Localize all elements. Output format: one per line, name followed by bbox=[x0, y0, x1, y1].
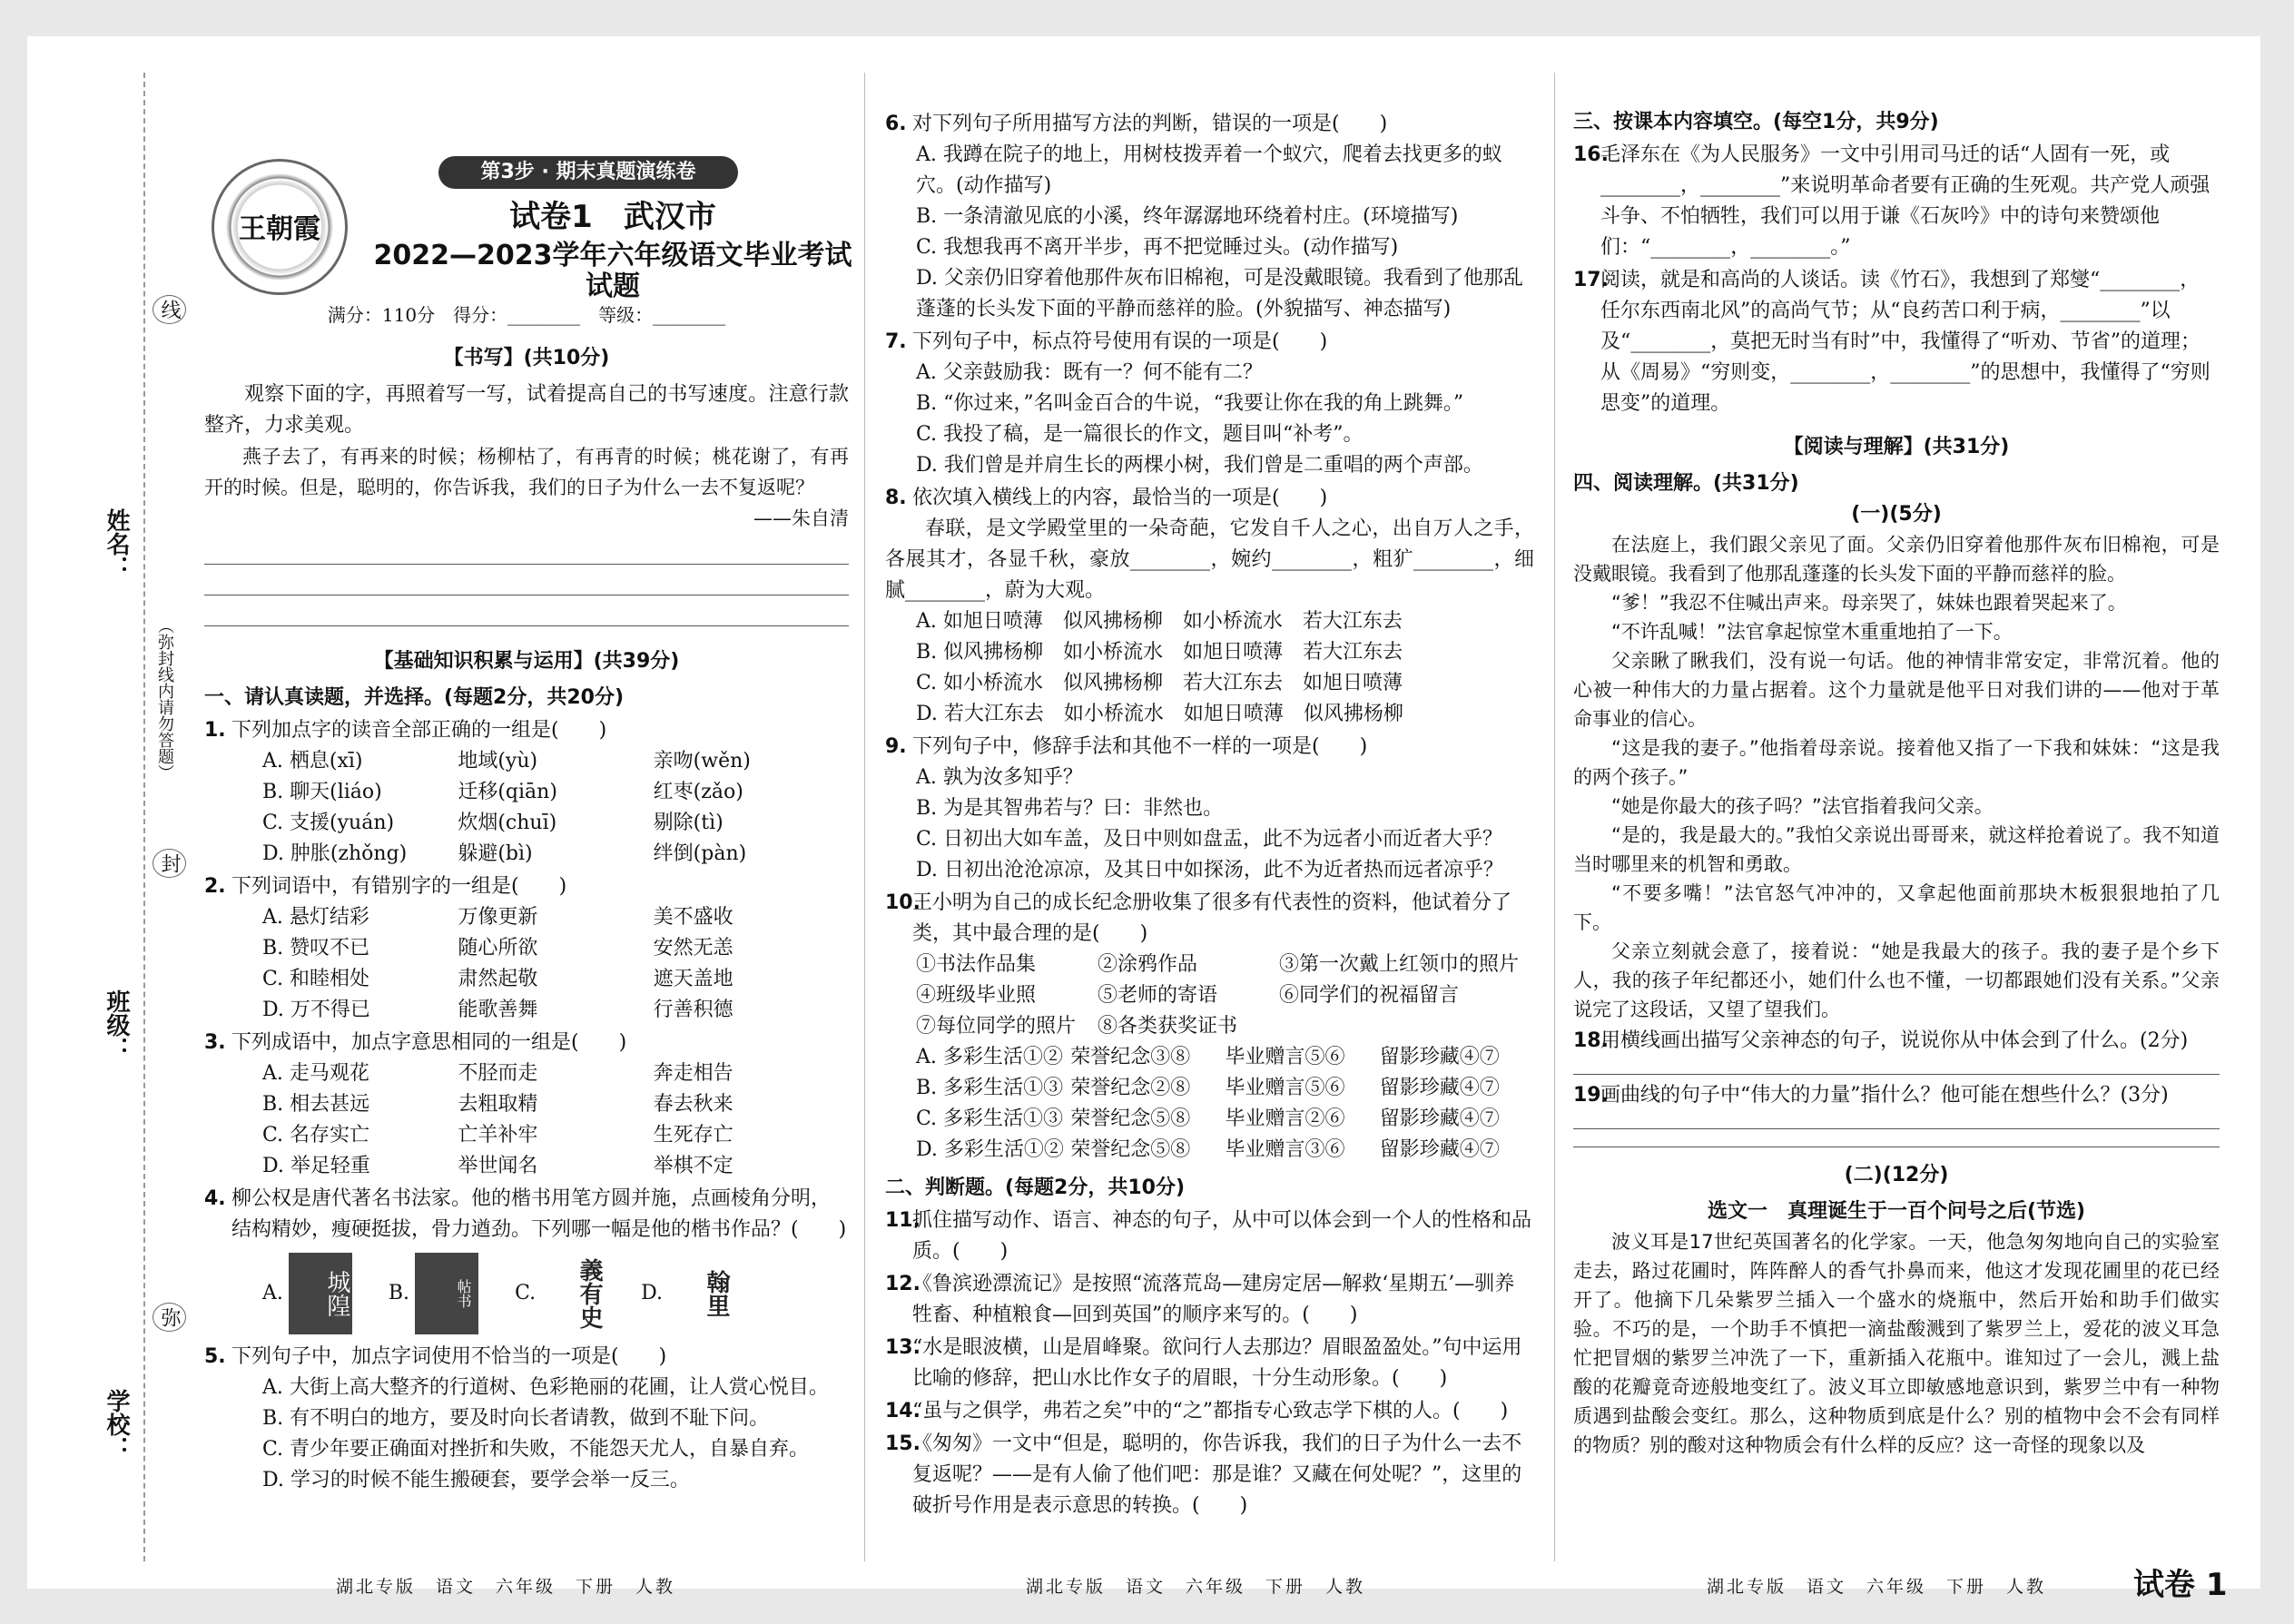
writing-line[interactable] bbox=[204, 601, 849, 626]
class-label: 班级： bbox=[103, 989, 130, 1060]
option[interactable]: D. 父亲仍旧穿着他那件灰布旧棉袍，可是没戴眼镜。我看到了他那乱蓬蓬的长头发下面的平静而慈祥的脸。(外貌描写、神态描写) bbox=[916, 267, 1523, 320]
question-stem: 《匆匆》一文中“但是，聪明的，你告诉我，我们的日子为什么一去不复返呢？——是有人偷了他们吧：那是谁？又藏在何处呢？”，这里的破折号作用是表示意思的转换。( ) bbox=[912, 1432, 1522, 1517]
calligraphy-option-d[interactable]: D. 翰里 bbox=[641, 1253, 732, 1334]
question-stem: 依次填入横线上的内容，最恰当的一项是( ) bbox=[912, 487, 1328, 509]
option: 躲避(bì) bbox=[458, 842, 533, 865]
question-12: 12. 《鲁滨逊漂流记》是按照“流落荒岛—建房定居—解救‘星期五’—驯养牲畜、种植粮食—回到英国”的顺序来写的。( ) bbox=[885, 1269, 1534, 1331]
option: 红枣(zǎo) bbox=[653, 781, 743, 803]
option[interactable]: A. 栖息(xī) bbox=[262, 750, 363, 773]
question-10: 10. 王小明为自己的成长纪念册收集了很多有代表性的资料，他试着分了类，其中最合理的是( ) ①书法作品集 ②涂鸦作品 ③第一次戴上红领巾的照片 ④班级毕业照 ⑤老师的寄语 ⑥同学们的祝福留言 ⑦每位同学的照片 ⑧各类获奖证书 A. 多彩生活①② 荣誉纪念③⑧ 毕业赠言⑤⑥ 留影珍藏④⑦ B. 多彩生活①③ 荣誉纪念②⑧ 毕业赠言⑤⑥ 留影珍藏④⑦ C. 多彩生活①③ 荣誉纪念⑤⑧ 毕业赠言②⑥ 留影珍藏④⑦ D. 多彩生活①② 荣誉纪念⑤⑧ 毕业赠言③⑥ 留影珍藏④⑦ bbox=[885, 888, 1534, 1166]
footer-edition: 湖北专版 语文 六年级 下册 人教 bbox=[1026, 1577, 1366, 1597]
option[interactable]: B. 聊天(liáo) bbox=[262, 781, 382, 803]
text-1-paragraph: 波义耳是17世纪英国著名的化学家。一天，他急匆匆地向自己的实验室走去，路过花圃时，阵阵醉人的香气扑鼻而来，他这才发现花圃里的花已经开了。他摘下几朵紫罗兰插入一个盛水的烧瓶中，然后开始和助手们做实验。不巧的是，一个助手不慎把一滴盐酸溅到了紫罗兰上，爱花的波义耳急忙把冒烟的紫罗兰冲洗了一下，重新插入花瓶中。谁知过了一会儿，溅上盐酸的花瓣竟奇迹般地变红了。波义耳立即敏感地意识到，紫罗兰中有一种物质遇到盐酸会变红。那么，这种物质到底是什么？别的植物中会不会有同样的物质？别的酸对这种物质会有什么样的反应？这一奇怪的现象以及 bbox=[1573, 1231, 2220, 1456]
option: 荣誉纪念②⑧ bbox=[1070, 1077, 1191, 1099]
passage-paragraph: “不许乱喊！”法官拿起惊堂木重重地拍了一下。 bbox=[1611, 621, 2013, 643]
option[interactable]: C. 多彩生活①③ bbox=[916, 1107, 1064, 1130]
option[interactable]: D. 学习的时候不能生搬硬套，要学会举一反三。 bbox=[262, 1469, 690, 1491]
option[interactable]: D. 多彩生活①② bbox=[916, 1138, 1064, 1161]
passage-paragraph: “爹！”我忍不住喊出声来。母亲哭了，妹妹也跟着哭起来了。 bbox=[1611, 592, 2127, 614]
question-stem: 画曲线的句子中“伟大的力量”指什么？他可能在想些什么？(3分) bbox=[1600, 1084, 2169, 1107]
option: 万像更新 bbox=[458, 906, 538, 929]
question-stem[interactable]: 毛泽东在《为人民服务》一文中引用司马迁的话“人固有一死，或________，________”来说明革命者要有正确的生死观。共产党人顽强斗争、不怕牺牲，我们可以用于谦《石灰吟》中的诗句来赞颂他们：“________，________。” bbox=[1600, 143, 2210, 259]
answer-line[interactable] bbox=[1573, 1135, 2220, 1147]
material-item: ③第一次戴上红领巾的照片 bbox=[1279, 953, 1520, 976]
part-3-heading: 三、按课本内容填空。(每空1分，共9分) bbox=[1573, 111, 1939, 133]
writing-instruction: 观察下面的字，再照着写一写，试着提高自己的书写速度。注意行款整齐，力求美观。 bbox=[204, 383, 849, 437]
option[interactable]: C. 我想我再不离开半步，再不把觉睡过头。(动作描写) bbox=[916, 236, 1399, 259]
material-item: ⑤老师的寄语 bbox=[1098, 984, 1218, 1007]
question-18: 18. 用横线画出描写父亲神态的句子，说说你从中体会到了什么。(2分) bbox=[1573, 1026, 2220, 1057]
answer-line[interactable] bbox=[1573, 1117, 2220, 1129]
option[interactable]: D. 万不得已 bbox=[262, 999, 370, 1021]
reading-sub-2-title: (二)(12分) bbox=[1844, 1164, 1949, 1186]
column-1 bbox=[204, 109, 852, 1496]
column-divider bbox=[1554, 73, 1555, 1561]
question-stem: 下列加点字的读音全部正确的一组是( ) bbox=[231, 719, 607, 742]
option[interactable]: B. 有不明白的地方，要及时向长者请教，做到不耻下问。 bbox=[262, 1407, 770, 1430]
reading-passage-1 bbox=[1573, 530, 2220, 1024]
option[interactable]: D. 我们曾是并肩生长的两棵小树，我们曾是二重唱的两个声部。 bbox=[916, 454, 1483, 477]
option[interactable]: D. 日初出沧沧凉凉，及其日中如探汤，此不为近者热而远者凉乎？ bbox=[916, 859, 1503, 881]
question-17: 17. 阅读，就是和高尚的人谈话。读《竹石》，我想到了郑燮“________，任尔东西南北风”的高尚气节；从“良药苦口利于病，________”以及“________，莫把无时当有时”中，我懂得了“听劝、节省”的道理；从《周易》“穷则变，________，________”的思想中，我懂得了“穷则思变”的道理。 bbox=[1573, 265, 2220, 419]
question-7: 7. 下列句子中，标点符号使用有误的一项是( ) A. 父亲鼓励我：既有一？何不能有二？ B. “你过来，”名叫金百合的牛说，“我要让你在我的角上跳舞。” C. 我投了稿，是一篇很长的作文，题目叫“补考”。 D. 我们曾是并肩生长的两棵小树，我们曾是二重唱的两个声部。 bbox=[885, 327, 1534, 481]
option: 去粗取精 bbox=[458, 1093, 538, 1116]
option: 生死存亡 bbox=[653, 1124, 733, 1147]
options bbox=[912, 606, 1534, 730]
option[interactable]: A. 如旭日喷薄 似风拂杨柳 如小桥流水 若大江东去 bbox=[916, 610, 1403, 633]
question-stem: 下列句子中，修辞手法和其他不一样的一项是( ) bbox=[912, 735, 1368, 758]
column-2 bbox=[885, 107, 1534, 1521]
option: 举世闻名 bbox=[458, 1155, 538, 1177]
question-stem: 对下列句子所用描写方法的判断，错误的一项是( ) bbox=[912, 113, 1388, 135]
text-1-title: 选文一 真理诞生于一百个问号之后(节选) bbox=[1707, 1200, 2086, 1223]
option: 能歌善舞 bbox=[458, 999, 538, 1021]
option: 毕业赠言③⑥ bbox=[1225, 1138, 1345, 1161]
page-number: 试卷 1 bbox=[2133, 1567, 2228, 1603]
passage-paragraph: 在法庭上，我们跟父亲见了面。父亲仍旧穿着他那件灰布旧棉袍，可是没戴眼镜。我看到了他那乱蓬蓬的长头发下面的平静而慈祥的脸。 bbox=[1573, 534, 2220, 585]
option[interactable]: C. 我投了稿，是一篇很长的作文，题目叫“补考”。 bbox=[916, 423, 1364, 446]
reading-section-title: 【阅读与理解】(共31分) bbox=[1783, 436, 2010, 458]
option[interactable]: A. 大街上高大整齐的行道树、色彩艳丽的花圃，让人赏心悦目。 bbox=[262, 1376, 829, 1399]
part-1-heading: 一、请认真读题，并选择。(每题2分，共20分) bbox=[204, 686, 625, 709]
reading-sub-1-title: (一)(5分) bbox=[1851, 503, 1942, 526]
name-label: 姓名： bbox=[103, 508, 130, 579]
option[interactable]: D. 举足轻重 bbox=[262, 1155, 370, 1177]
option: 遮天盖地 bbox=[653, 968, 733, 990]
paper-title: 试卷1 武汉市 bbox=[509, 199, 716, 235]
option[interactable]: C. 如小桥流水 似风拂杨柳 若大江东去 如旭日喷薄 bbox=[916, 672, 1403, 694]
option: 毕业赠言⑤⑥ bbox=[1225, 1077, 1345, 1099]
option[interactable]: C. 日初出大如车盖，及日中则如盘盂，此不为远者小而近者大乎？ bbox=[916, 828, 1503, 851]
question-11: 11. 抓住描写动作、语言、神态的句子，从中可以体会到一个人的性格和品质。( ) bbox=[885, 1206, 1534, 1267]
writing-author: ——朱自清 bbox=[753, 507, 849, 529]
passage-paragraph: “这是我的妻子。”他指着母亲说。接着他又指了一下我和妹妹：“这是我的两个孩子。” bbox=[1573, 737, 2220, 788]
option: 地域(yù) bbox=[458, 750, 538, 773]
writing-line[interactable] bbox=[204, 539, 849, 565]
passage-paragraph: 父亲瞅了瞅我们，没有说一句话。他的神情非常安定，非常沉着。他的心被一种伟大的力量占据着。这个力量就是他平日对我们讲的——他对于革命事业的信心。 bbox=[1573, 650, 2220, 730]
option: 肃然起敬 bbox=[458, 968, 538, 990]
material-item: ④班级毕业照 bbox=[916, 984, 1037, 1007]
option[interactable]: A. 走马观花 bbox=[262, 1062, 369, 1085]
option: 荣誉纪念⑤⑧ bbox=[1070, 1107, 1191, 1130]
options bbox=[231, 902, 849, 1026]
seal-mark-xian: 线 bbox=[153, 295, 186, 324]
material-item: ②涂鸦作品 bbox=[1098, 953, 1198, 976]
options bbox=[912, 1042, 1534, 1166]
option: 行善积德 bbox=[653, 999, 733, 1021]
options bbox=[912, 358, 1534, 481]
question-stem: 用横线画出描写父亲神态的句子，说说你从中体会到了什么。(2分) bbox=[1600, 1029, 2189, 1052]
option[interactable]: B. 为是其智弗若与？曰：非然也。 bbox=[916, 797, 1224, 820]
seal-mark-feng: 封 bbox=[153, 849, 186, 878]
option[interactable]: B. 赞叹不已 bbox=[262, 937, 370, 960]
question-4: 4. 柳公权是唐代著名书法家。他的楷书用笔方圆并施，点画棱角分明，结构精妙，瘦硬挺拔，骨力遒劲。下列哪一幅是他的楷书作品？( ) A. 城隍 B. 帖书 C. 義有史 D. 翰里 bbox=[204, 1184, 849, 1334]
passage: 春联，是文学殿堂里的一朵奇葩，它发自千人之心，出自万人之手，各展其才，各显千秋，豪放________，婉约________，粗犷________，细腻________，蔚为大观。 bbox=[885, 517, 1534, 602]
material-list bbox=[912, 950, 1534, 1042]
option[interactable]: C. 支援(yuán) bbox=[262, 812, 395, 834]
option: 奔走相告 bbox=[653, 1062, 733, 1085]
question-stem: 下列句子中，标点符号使用有误的一项是( ) bbox=[912, 330, 1328, 353]
option[interactable]: B. 相去甚远 bbox=[262, 1093, 370, 1116]
calligraphy-option-b[interactable]: B. 帖书 bbox=[389, 1253, 478, 1334]
question-13: 13. “水是眼波横，山是眉峰聚。欲问行人去那边？眉眼盈盈处。”句中运用比喻的修辞，把山水比作女子的眉眼，十分生动形象。( ) bbox=[885, 1333, 1534, 1394]
seal-mark-mi: 弥 bbox=[153, 1303, 186, 1332]
option: 留影珍藏④⑦ bbox=[1379, 1046, 1500, 1068]
question-stem: 《鲁滨逊漂流记》是按照“流落荒岛—建房定居—解救‘星期五’—驯养牲畜、种植粮食—回到英国”的顺序来写的。( ) bbox=[912, 1273, 1515, 1326]
options bbox=[231, 1058, 849, 1182]
footer-edition: 湖北专版 语文 六年级 下册 人教 bbox=[1707, 1577, 2047, 1597]
option[interactable]: A. 多彩生活①② bbox=[916, 1046, 1063, 1068]
option[interactable]: D. 肿胀(zhǒng) bbox=[262, 842, 408, 865]
option: 美不盛收 bbox=[653, 906, 733, 929]
question-stem: 下列成语中，加点字意思相同的一组是( ) bbox=[231, 1031, 627, 1054]
option: 剔除(tì) bbox=[653, 812, 724, 834]
option: 留影珍藏④⑦ bbox=[1379, 1077, 1500, 1099]
option: 留影珍藏④⑦ bbox=[1379, 1138, 1500, 1161]
question-16: 16. 毛泽东在《为人民服务》一文中引用司马迁的话“人固有一死，或________，________”来说明革命者要有正确的生死观。共产党人顽强斗争、不怕牺牲，我们可以用于谦《石灰吟》中的诗句来赞颂他们：“________，________。” bbox=[1573, 140, 2220, 263]
material-item: ⑦每位同学的照片 bbox=[916, 1015, 1077, 1038]
option: 荣誉纪念③⑧ bbox=[1070, 1046, 1191, 1068]
option[interactable]: C. 青少年要正确面对挫折和失败，不能怨天尤人，自暴自弃。 bbox=[262, 1438, 810, 1461]
question-5: 5. 下列句子中，加点字词使用不恰当的一项是( ) A. 大街上高大整齐的行道树、色彩艳丽的花圃，让人赏心悦目。 B. 有不明白的地方，要及时向长者请教，做到不耻下问。 C. 青少年要正确面对挫折和失败，不能怨天尤人，自暴自弃。 D. 学习的时候不能生搬硬套，要学会举一反三。 bbox=[204, 1342, 849, 1496]
footer-edition: 湖北专版 语文 六年级 下册 人教 bbox=[336, 1577, 676, 1597]
option[interactable]: A. 我蹲在院子的地上，用树枝拨弄着一个蚁穴，爬着去找更多的蚁穴。(动作描写) bbox=[916, 143, 1502, 197]
material-item: ⑧各类获奖证书 bbox=[1098, 1015, 1238, 1038]
option[interactable]: B. 似风拂杨柳 如小桥流水 如旭日喷薄 若大江东去 bbox=[916, 641, 1403, 664]
option: 安然无恙 bbox=[653, 937, 733, 960]
passage-paragraph: “是的，我是最大的。”我怕父亲说出哥哥来，就这样抢着说了。我不知道当时哪里来的机智和勇敢。 bbox=[1573, 824, 2220, 875]
option[interactable]: C. 和睦相处 bbox=[262, 968, 370, 990]
option: 毕业赠言⑤⑥ bbox=[1225, 1046, 1345, 1068]
material-item: ⑥同学们的祝福留言 bbox=[1279, 984, 1460, 1007]
question-stem: “虽与之俱学，弗若之矣”中的“之”都指专心致志学下棋的人。( ) bbox=[912, 1400, 1509, 1422]
column-divider bbox=[864, 73, 865, 1561]
option[interactable]: D. 若大江东去 如小桥流水 如旭日喷薄 似风拂杨柳 bbox=[916, 703, 1403, 725]
calligraphy-option-c[interactable]: C. 義有史 bbox=[515, 1253, 605, 1334]
question-19: 19. 画曲线的句子中“伟大的力量”指什么？他可能在想些什么？(3分) bbox=[1573, 1080, 2220, 1111]
question-2: 2. 下列词语中，有错别字的一组是( ) A. 悬灯结彩 万像更新 美不盛收 B. 赞叹不已 随心所欲 安然无恙 C. 和睦相处 肃然起敬 遮天盖地 D. 万不得已 能歌善舞 行善积德 bbox=[204, 871, 849, 1026]
dashed-seal-line bbox=[143, 73, 145, 1561]
seal-note: （弥封线内请勿答题） bbox=[155, 617, 174, 781]
part-2-heading: 二、判断题。(每题2分，共10分) bbox=[885, 1176, 1186, 1199]
option: 不胫而走 bbox=[458, 1062, 538, 1085]
question-15: 15. 《匆匆》一文中“但是，聪明的，你告诉我，我们的日子为什么一去不复返呢？——是有人偷了他们吧：那是谁？又藏在何处呢？”，这里的破折号作用是表示意思的转换。( ) bbox=[885, 1429, 1534, 1521]
option[interactable]: A. 悬灯结彩 bbox=[262, 906, 369, 929]
passage-paragraph: 父亲立刻就会意了，接着说：“她是我最大的孩子。我的妻子是个乡下人，我的孩子年纪都还小，她们什么也不懂，一切都跟她们没有关系。”父亲说完了这段话，又望了望我们。 bbox=[1573, 940, 2220, 1020]
question-stem: 柳公权是唐代著名书法家。他的楷书用笔方圆并施，点画棱角分明，结构精妙，瘦硬挺拔，骨力遒劲。下列哪一幅是他的楷书作品？( ) bbox=[231, 1187, 847, 1241]
writing-line[interactable] bbox=[204, 570, 849, 595]
calligraphy-option-a[interactable]: A. 城隍 bbox=[262, 1253, 352, 1334]
calligraphy-image: 帖书 bbox=[415, 1253, 478, 1334]
options bbox=[912, 763, 1534, 886]
question-stem: 抓住描写动作、语言、神态的句子，从中可以体会到一个人的性格和品质。( ) bbox=[912, 1209, 1532, 1263]
calligraphy-image: 翰里 bbox=[668, 1253, 732, 1334]
part-4-heading: 四、阅读理解。(共31分) bbox=[1573, 472, 1799, 495]
options bbox=[912, 140, 1534, 325]
option: 亲吻(wěn) bbox=[653, 750, 751, 773]
calligraphy-image: 城隍 bbox=[289, 1253, 352, 1334]
brand-logo: 王朝霞 bbox=[212, 159, 348, 295]
option: 随心所欲 bbox=[458, 937, 538, 960]
column-3 bbox=[1573, 107, 2220, 1460]
calligraphy-image: 義有史 bbox=[541, 1253, 605, 1334]
question-9: 9. 下列句子中，修辞手法和其他不一样的一项是( ) A. 孰为汝多知乎？ B. 为是其智弗若与？曰：非然也。 C. 日初出大如车盖，及日中则如盘盂，此不为远者小而近者大乎？ D. 日初出沧沧凉凉，及其日中如探汤，此不为近者热而远者凉乎？ bbox=[885, 732, 1534, 886]
option: 留影珍藏④⑦ bbox=[1379, 1107, 1500, 1130]
question-stem[interactable]: 阅读，就是和高尚的人谈话。读《竹石》，我想到了郑燮“________，任尔东西南北风”的高尚气节；从“良药苦口利于病，________”以及“________，莫把无时当有时”中，我懂得了“听劝、节省”的道理；从《周易》“穷则变，________，________”的思想中，我懂得了“穷则思变”的道理。 bbox=[1600, 269, 2210, 415]
options bbox=[231, 1373, 849, 1496]
option[interactable]: A. 孰为汝多知乎？ bbox=[916, 766, 1083, 789]
calligraphy-options bbox=[231, 1253, 849, 1334]
exam-header bbox=[204, 109, 852, 302]
writing-text: 燕子去了，有再来的时候；杨柳枯了，有再青的时候；桃花谢了，有再开的时候。但是，聪明的，你告诉我，我们的日子为什么一去不复返呢？ bbox=[204, 446, 849, 498]
question-stem: 王小明为自己的成长纪念册收集了很多有代表性的资料，他试着分了类，其中最合理的是( ) bbox=[912, 891, 1512, 945]
option[interactable]: B. 一条清澈见底的小溪，终年潺潺地环绕着村庄。(环境描写) bbox=[916, 205, 1459, 228]
option[interactable]: B. 多彩生活①③ bbox=[916, 1077, 1064, 1099]
basic-section-title: 【基础知识积累与运用】(共39分) bbox=[373, 650, 680, 673]
question-stem: “水是眼波横，山是眉峰聚。欲问行人去那边？眉眼盈盈处。”句中运用比喻的修辞，把山水比作女子的眉眼，十分生动形象。( ) bbox=[912, 1336, 1522, 1390]
option[interactable]: B. “你过来，”名叫金百合的牛说，“我要让你在我的角上跳舞。” bbox=[916, 392, 1464, 415]
paper-subtitle: 2022—2023学年六年级语文毕业考试试题 bbox=[373, 240, 852, 302]
question-stem: 下列词语中，有错别字的一组是( ) bbox=[231, 875, 567, 898]
score-line: 满分：110分 得分：________ 等级：________ bbox=[327, 304, 726, 326]
options bbox=[231, 746, 849, 870]
answer-line[interactable] bbox=[1573, 1062, 2220, 1075]
school-label: 学校： bbox=[103, 1389, 130, 1460]
option: 春去秋来 bbox=[653, 1093, 733, 1116]
question-stem: 下列句子中，加点字词使用不恰当的一项是( ) bbox=[231, 1345, 667, 1368]
question-1: 1. 下列加点字的读音全部正确的一组是( ) A. 栖息(xī) 地域(yù) 亲吻(wěn) B. 聊天(liáo) 迁移(qiān) 红枣(zǎo) C. 支援(yuán) 炊烟(chuī) 剔除(tì) D. 肿胀(zhǒng) 躲避(bì) 绊倒(pàn) bbox=[204, 715, 849, 870]
question-3: 3. 下列成语中，加点字意思相同的一组是( ) A. 走马观花 不胫而走 奔走相告 B. 相去甚远 去粗取精 春去秋来 C. 名存实亡 亡羊补牢 生死存亡 D. 举足轻重 举世闻名 举棋不定 bbox=[204, 1028, 849, 1182]
exam-sheet bbox=[27, 36, 2260, 1603]
step-banner: 第3步 · 期末真题演练卷 bbox=[438, 156, 738, 189]
question-6: 6. 对下列句子所用描写方法的判断，错误的一项是( ) A. 我蹲在院子的地上，用树枝拨弄着一个蚁穴，爬着去找更多的蚁穴。(动作描写) B. 一条清澈见底的小溪，终年潺潺地环绕着村庄。(环境描写) C. 我想我再不离开半步，再不把觉睡过头。(动作描写) D. 父亲仍旧穿着他那件灰布旧棉袍，可是没戴眼镜。我看到了他那乱蓬蓬的长头发下面的平静而慈祥的脸。(外貌描写、神态描写) bbox=[885, 109, 1534, 325]
option: 毕业赠言②⑥ bbox=[1225, 1107, 1345, 1130]
option: 举棋不定 bbox=[653, 1155, 733, 1177]
question-14: 14. “虽与之俱学，弗若之矣”中的“之”都指专心致志学下棋的人。( ) bbox=[885, 1396, 1534, 1427]
option: 迁移(qiān) bbox=[458, 781, 557, 803]
option: 亡羊补牢 bbox=[458, 1124, 538, 1147]
option: 炊烟(chuī) bbox=[458, 812, 557, 834]
option[interactable]: A. 父亲鼓励我：既有一？何不能有二？ bbox=[916, 361, 1263, 384]
option: 绊倒(pàn) bbox=[653, 842, 747, 865]
writing-section-title: 【书写】(共10分) bbox=[443, 347, 610, 369]
question-8: 8. 依次填入横线上的内容，最恰当的一项是( ) 春联，是文学殿堂里的一朵奇葩，它发自千人之心，出自万人之手，各展其才，各显千秋，豪放________，婉约________，粗犷________，细腻________，蔚为大观。 A. 如旭日喷薄 似风拂杨柳 如小桥流水 若大江东去 B. 似风拂杨柳 如小桥流水 如旭日喷薄 若大江东去 C. 如小桥流水 似风拂杨柳 若大江东去 如旭日喷薄 D. 若大江东去 如小桥流水 如旭日喷薄 似风拂杨柳 bbox=[885, 483, 1534, 730]
passage-paragraph: “不要多嘴！”法官怒气冲冲的，又拿起他面前那块木板狠狠地拍了几下。 bbox=[1573, 882, 2220, 933]
material-item: ①书法作品集 bbox=[916, 953, 1037, 976]
option: 荣誉纪念⑤⑧ bbox=[1070, 1138, 1191, 1161]
passage-paragraph: “她是你最大的孩子吗？”法官指着我问父亲。 bbox=[1611, 795, 1994, 817]
option[interactable]: C. 名存实亡 bbox=[262, 1124, 370, 1147]
